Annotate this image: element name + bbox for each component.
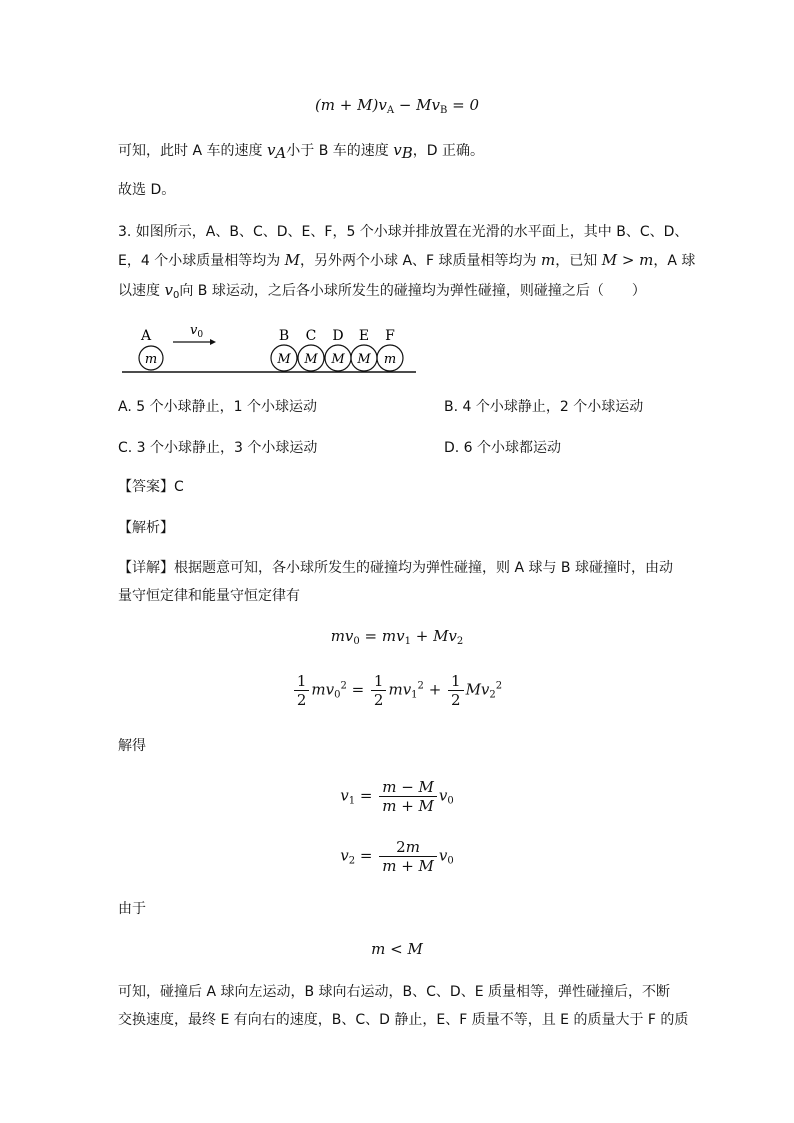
equation-momentum: $mv_0 = mv_1 + Mv_2$ <box>330 627 464 647</box>
detail-line-1 <box>118 558 673 578</box>
eq-part: (m + M)v <box>314 96 387 114</box>
ball-C-mass: M <box>304 352 318 367</box>
option-b: B. 4 个小球静止，2 个小球运动 <box>444 399 644 415</box>
text: 以速度 <box>118 283 165 299</box>
solve-label: 解得 <box>118 738 146 754</box>
option-a: A. 5 个小球静止，1 个小球运动 <box>118 399 317 415</box>
var-v: v <box>393 141 402 159</box>
ball-A-mass: m <box>144 352 158 367</box>
analysis-label: 【解析】 <box>118 520 174 536</box>
label-A: A <box>140 328 152 344</box>
ball-F-mass: m <box>383 352 397 367</box>
detail-label: 【详解】 <box>118 560 174 576</box>
text: ，D 正确。 <box>412 143 484 159</box>
question-line-3 <box>118 280 646 306</box>
eq-part: = 0 <box>452 96 480 114</box>
ball-D-mass: M <box>331 352 345 367</box>
detail-line-2: 量守恒定律和能量守恒定律有 <box>118 588 300 604</box>
equation-v1: $v_1$ = $\frac{m - M}{m + M}$ $v_0$ <box>340 778 454 815</box>
text: ，A 球 <box>653 253 696 269</box>
because-label: 由于 <box>118 901 146 917</box>
sub-0: 0 <box>172 290 180 301</box>
sub-A: A <box>275 144 287 162</box>
var-M: M <box>284 251 301 269</box>
var-v0: v <box>164 281 173 299</box>
text: E，4 个小球质量相等均为 <box>118 253 285 269</box>
text: 向 B 球运动，之后各小球所发生的碰撞均为弹性碰撞，则碰撞之后（ ） <box>179 283 646 299</box>
label-C: C <box>305 328 317 344</box>
text: ，已知 <box>555 253 602 269</box>
equation-momentum-ab <box>0 96 794 116</box>
velocity-arrow-head <box>210 339 216 345</box>
eq-sub-a: A <box>386 105 395 116</box>
text: 可知，此时 A 车的速度 <box>118 143 267 159</box>
label-v0: $v_0$ <box>190 323 204 340</box>
condition-m-less-M: m < M <box>371 940 423 958</box>
var-m: m <box>541 251 556 269</box>
equation-v2: $v_2$ = $\frac{2m}{m + M}$ $v_0$ <box>340 838 454 875</box>
label-B: B <box>278 328 290 344</box>
text: 根据题意可知，各小球所发生的碰撞均为弹性碰撞，则 A 球与 B 球碰撞时，由动 <box>174 560 673 576</box>
eq-part: − Mv <box>398 96 441 114</box>
balls-figure <box>118 318 428 380</box>
final-line-1: 可知，碰撞后 A 球向左运动，B 球向右运动，B、C、D、E 质量相等，弹性碰撞后，不断 <box>118 984 670 1000</box>
equation-energy: $\frac{1}{2}$ $mv_0^2$ = $\frac{1}{2}$ $mv_1^2$ + $\frac{1}{2}$ $Mv_2^2$ <box>0 672 794 709</box>
text: ，另外两个小球 A、F 球质量相等均为 <box>300 253 541 269</box>
ball-E-mass: M <box>357 352 371 367</box>
text: 小于 B 车的速度 <box>286 143 394 159</box>
option-c: C. 3 个小球静止，3 个小球运动 <box>118 440 318 456</box>
inequality: M > m <box>601 251 654 269</box>
answer-line <box>118 477 184 497</box>
question-line-2 <box>118 250 695 271</box>
conclusion-line <box>118 140 484 163</box>
label-F: F <box>385 328 395 344</box>
var-v: v <box>266 141 276 159</box>
choose-line: 故选 D。 <box>118 182 176 198</box>
question-line-1: 3. 如图所示，A、B、C、D、E、F，5 个小球并排放置在光滑的水平面上，其中 B、C、D、 <box>118 224 689 240</box>
ball-B-mass: M <box>277 352 291 367</box>
answer-label: 【答案】 <box>118 479 174 495</box>
option-d: D. 6 个小球都运动 <box>444 440 562 456</box>
label-D: D <box>332 328 344 344</box>
eq-sub-b: B <box>440 105 448 116</box>
label-E: E <box>358 328 370 344</box>
answer-value: C <box>174 479 184 495</box>
sub-B: B <box>401 144 413 162</box>
final-line-2: 交换速度，最终 E 有向右的速度，B、C、D 静止，E、F 质量不等，且 E 的质量大于 F 的质 <box>118 1012 689 1028</box>
